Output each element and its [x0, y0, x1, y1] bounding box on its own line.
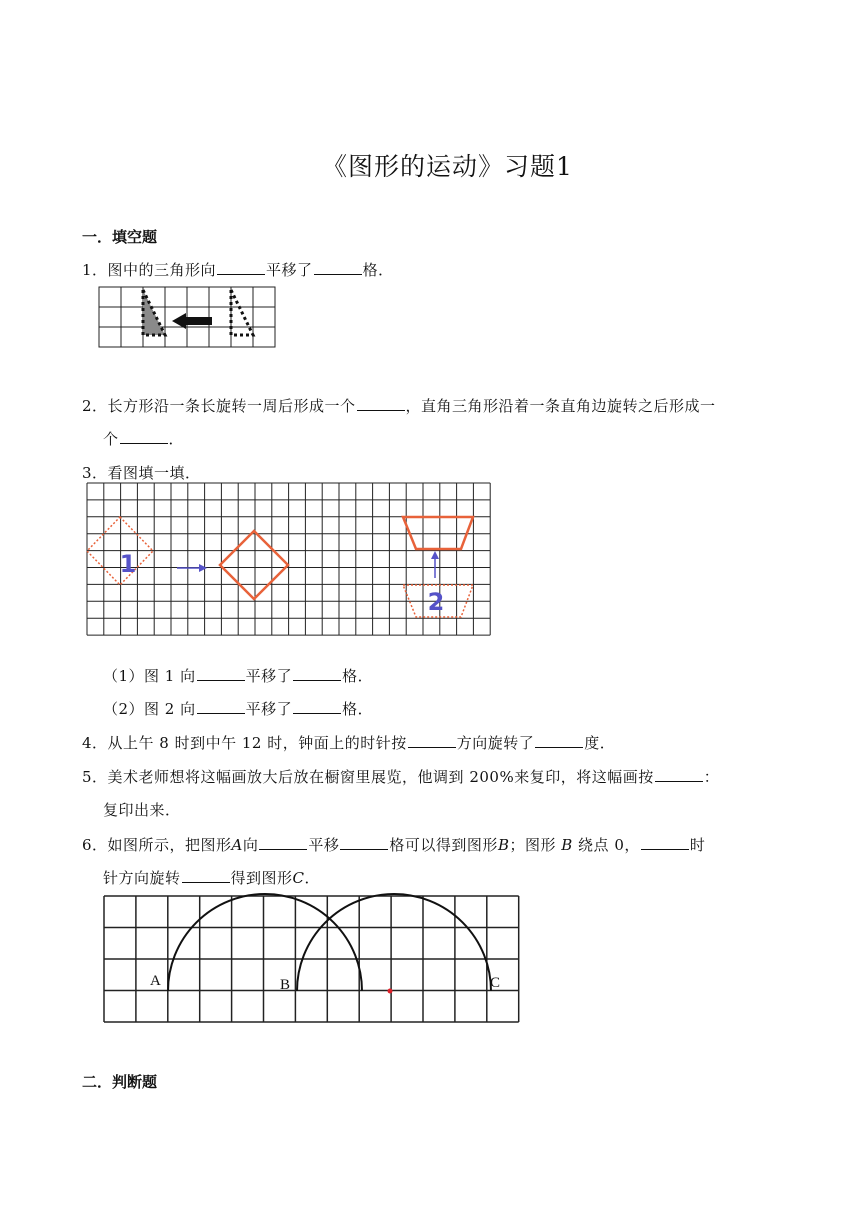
q6-text-i: 得到图形 — [230, 869, 293, 887]
q6-label-c: C — [490, 975, 501, 991]
q6-text-b: 向 — [242, 836, 259, 854]
q1-triangle-original — [231, 290, 253, 335]
question-5-line-1 — [82, 766, 719, 787]
q6-shape-c: C — [292, 869, 305, 887]
q1-text-c: 格． — [362, 261, 394, 279]
q6-blank-rotation-direction[interactable] — [641, 835, 689, 850]
question-2-line-1 — [82, 395, 716, 416]
question-4 — [82, 732, 615, 753]
question-6-line-1 — [82, 834, 705, 855]
q3-arrow-2-head-icon — [431, 551, 439, 559]
q6-text-g: 时 — [689, 836, 706, 854]
q6-label-b: B — [280, 977, 291, 993]
q3-sub1-blank-units[interactable] — [293, 666, 341, 681]
q3-sub2-text-a: （2）图 2 向 — [103, 700, 196, 718]
q4-text-b: 方向旋转了 — [456, 734, 535, 752]
section-heading-true-false: 二．判断题 — [82, 1073, 158, 1091]
q3-figure — [86, 482, 492, 636]
page-title: 《图形的运动》习题1 — [322, 152, 573, 181]
q3-sub1-text-b: 平移了 — [245, 667, 293, 685]
q4-blank-direction[interactable] — [408, 733, 456, 748]
q6-arc-a — [168, 894, 362, 991]
q4-blank-degrees[interactable] — [535, 733, 583, 748]
question-6-line-2 — [103, 867, 320, 888]
question-2-line-2 — [103, 428, 184, 449]
q4-text-c: 度． — [584, 734, 616, 752]
q4-text-a: 4．从上午 8 时到中午 12 时，钟面上的时针按 — [82, 734, 407, 752]
q3-sub2-text-b: 平移了 — [245, 700, 293, 718]
q2-text-b: ，直角三角形沿着一条直角边旋转之后形成一 — [405, 397, 716, 415]
q2-blank-1[interactable] — [357, 396, 405, 411]
q6-grid — [104, 896, 519, 1022]
q6-text-f: 绕点 0， — [572, 836, 640, 854]
q2-text-c: 个 — [103, 430, 119, 448]
q3-sub1-blank-direction[interactable] — [197, 666, 245, 681]
q6-text-h: 针方向旋转 — [103, 869, 181, 887]
q3-sub1-text-c: 格． — [342, 667, 374, 685]
q2-blank-2[interactable] — [120, 429, 168, 444]
q2-text-d: ． — [168, 430, 185, 448]
question-3-sub-1 — [103, 665, 373, 686]
q3-sub2-blank-units[interactable] — [293, 699, 341, 714]
q6-shape-a: A — [231, 836, 243, 854]
q2-text-a: 2．长方形沿一条长旋转一周后形成一个 — [82, 397, 356, 415]
q6-shape-b: B — [497, 836, 510, 854]
q3-shape-2-moved — [403, 517, 473, 549]
q1-blank-units[interactable] — [314, 260, 362, 275]
q1-triangle-moved — [143, 290, 165, 335]
q6-blank-degrees[interactable] — [182, 868, 230, 883]
q6-figure — [102, 894, 518, 1024]
q3-sub2-text-c: 格． — [342, 700, 374, 718]
q6-blank-direction[interactable] — [259, 835, 307, 850]
q3-sub2-blank-direction[interactable] — [197, 699, 245, 714]
q6-text-d: 格可以得到图形 — [389, 836, 498, 854]
q3-shape-1-moved — [220, 531, 288, 599]
q6-center-point-o — [388, 989, 393, 994]
q1-text-a: 1．图中的三角形向 — [82, 261, 217, 279]
q3-label-1: 1 — [119, 550, 137, 578]
q1-text-b: 平移了 — [266, 261, 313, 279]
q5-text-a: 5．美术老师想将这幅画放大后放在橱窗里展览，他调到 200%来复印，将这幅画按 — [82, 768, 654, 786]
q6-text-c: 平移 — [308, 836, 340, 854]
q1-figure — [98, 286, 278, 350]
q5-text-b: ： — [703, 768, 720, 786]
q5-blank-ratio[interactable] — [655, 767, 703, 782]
q6-label-a: A — [150, 973, 161, 989]
question-3-prompt: 3．看图填一填． — [82, 464, 201, 482]
question-3-sub-2 — [103, 698, 373, 719]
q6-text-e: ；图形 — [509, 836, 562, 854]
q6-shape-b-2: B — [561, 836, 573, 854]
q6-text-j: ． — [304, 869, 321, 887]
question-5-line-2: 复印出来． — [103, 801, 181, 819]
q6-arc-b — [297, 894, 491, 991]
q1-blank-direction[interactable] — [217, 260, 265, 275]
q3-label-2: 2 — [427, 588, 445, 616]
section-heading-fill-blank: 一．填空题 — [82, 228, 158, 246]
question-1 — [82, 259, 394, 280]
q6-text-a: 6．如图所示，把图形 — [82, 836, 232, 854]
q6-blank-units[interactable] — [340, 835, 388, 850]
q3-arrow-1-head-icon — [199, 564, 207, 572]
q3-sub1-text-a: （1）图 1 向 — [103, 667, 196, 685]
